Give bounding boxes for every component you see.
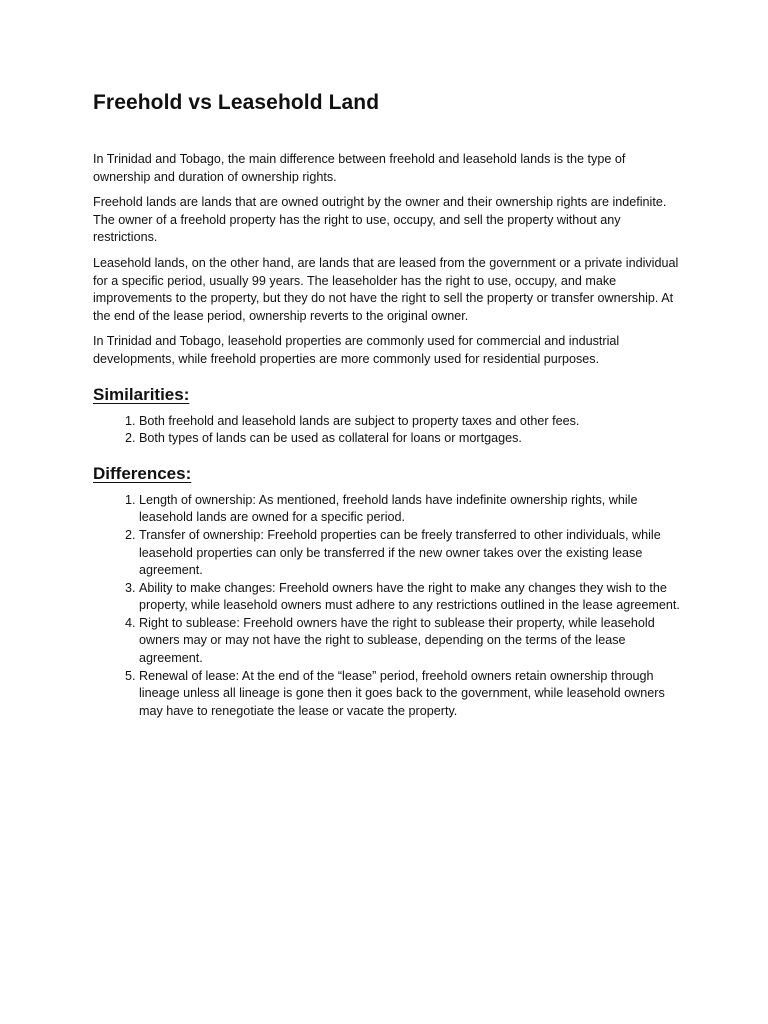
list-item: 1. Both freehold and leasehold lands are subject to property taxes and other fees. [139,413,680,431]
list-item: 4. Right to sublease: Freehold owners have the right to sublease their property, while leasehold owners may or may not have the right to sublease, depending on the terms of the lease agreement. [139,615,680,668]
intro-section [93,151,680,369]
paragraph: Freehold lands are lands that are owned outright by the owner and their ownership rights are indefinite. The owner of a freehold property has the right to use, occupy, and sell the property without any restrictions. [93,195,667,245]
list-item: 3. Ability to make changes: Freehold owners have the right to make any changes they wish to the property, while leasehold owners must adhere to any restrictions outlined in the lease agreement. [139,580,680,615]
document-title: Freehold vs Leasehold Land [93,91,380,114]
paragraph: Leasehold lands, on the other hand, are lands that are leased from the government or a private individual for a specific period, usually 99 years. The leaseholder has the right to use, occupy, and make improvements to the property, but they do not have the right to sell the property or transfer ownership. At the end of the lease period, ownership reverts to the original owner. [93,255,679,323]
paragraph: In Trinidad and Tobago, leasehold properties are commonly used for commercial and industrial developments, while freehold properties are more commonly used for residential purposes. [93,334,620,366]
differences-heading: Differences: [93,463,192,483]
list-item: 2. Both types of lands can be used as collateral for loans or mortgages. [139,430,680,448]
list-item: 5. Renewal of lease: At the end of the “lease” period, freehold owners retain ownership through lineage unless all lineage is gone then it goes back to the government, while leasehold owners may have to renegotiate the lease or vacate the property. [139,668,680,721]
list-item: 1. Length of ownership: As mentioned, freehold lands have indefinite ownership rights, while leasehold lands are owned for a specific period. [139,492,680,527]
list-item: 2. Transfer of ownership: Freehold properties can be freely transferred to other individuals, while leasehold properties can only be transferred if the new owner takes over the existing lease agreement. [139,527,680,580]
similarities-heading: Similarities: [93,384,190,404]
similarities-list [93,413,680,448]
paragraph: In Trinidad and Tobago, the main difference between freehold and leasehold lands is the type of ownership and duration of ownership rights. [93,152,626,184]
differences-list [93,492,680,721]
